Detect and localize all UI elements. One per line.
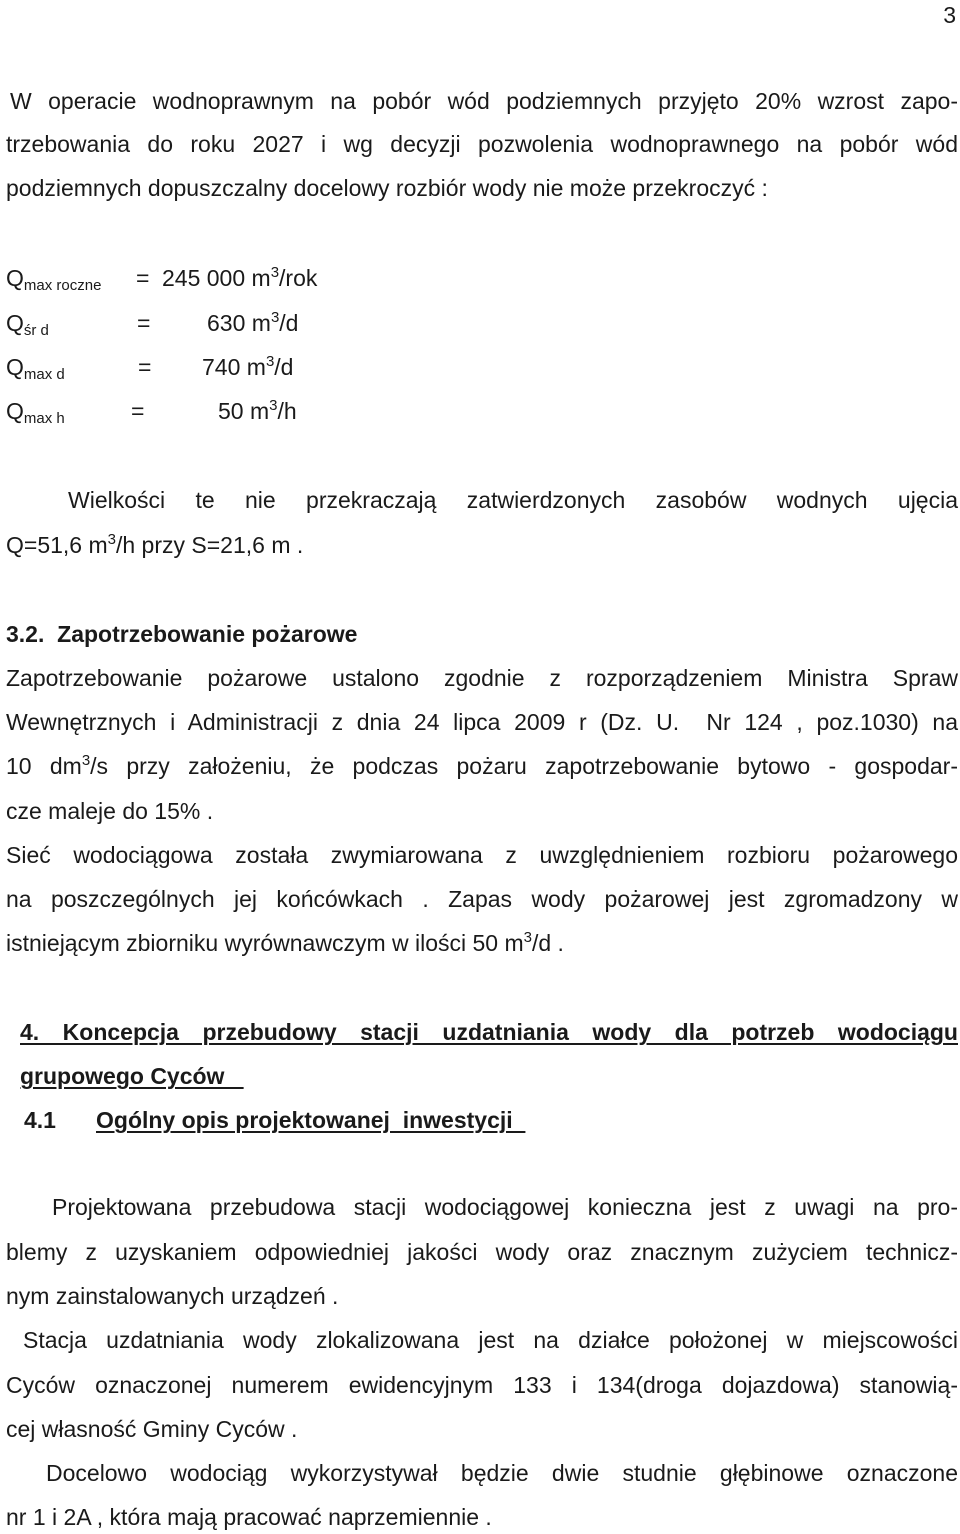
section-3-2-p2-line-3: istniejącym zbiorniku wyrównawczym w ilości 50 $m^3/d$ . [6,929,564,956]
section-3-2-p2-line-1: Sieć wodociągowa została zwymiarowana z uwzględnieniem rozbioru pożarowego [6,842,958,868]
quantity-equals: = [138,354,152,380]
section-4-1-p1-line-1: Projektowana przebudowa stacji wodociągowej konieczna jest z uwagi na pro- [52,1194,958,1220]
intro-line-3: podziemnych dopuszczalny docelowy rozbiór wody nie może przekroczyć : [6,175,768,201]
section-3-2-p1-line-1: Zapotrzebowanie pożarowe ustalono zgodnie z rozporządzeniem Ministra Spraw [6,665,958,691]
section-3-2-p1-line-4: cze maleje do 15% . [6,798,214,824]
section-3-2-p1-line-3: 10 $dm^3/s$ przy założeniu, że podczas pożaru zapotrzebowanie bytowo - gospodar- [6,752,958,779]
quantity-label: $Q_{max d}$ [6,354,65,383]
quantity-value: 740 $m^3/d$ [202,353,294,380]
quantity-label: $Q_{max h}$ [6,398,65,427]
section-4-1-p1-line-3: nym zainstalowanych urządzeń . [6,1283,339,1309]
quantity-equals: = [131,398,145,424]
section-4-heading-line-1: 4. Koncepcja przebudowy stacji uzdatniania wody dla potrzeb wodociągu [20,1019,958,1045]
quantity-value: 630 $m^3/d$ [207,309,299,336]
section-4-1-p3-line-2: nr 1 i 2A , która mają pracować naprzemiennie . [6,1504,492,1530]
quantity-value: 245 000 $m^3$/rok [162,264,318,291]
section-3-2-heading: 3.2. Zapotrzebowanie pożarowe [6,621,358,647]
intro-line-1: W operacie wodnoprawnym na pobór wód podziemnych przyjęto 20% wzrost zapo- [10,88,958,114]
section-4-1-p2-line-3: cej własność Gminy Cyców . [6,1416,298,1442]
resources-line-1: Wielkości te nie przekraczają zatwierdzonych zasobów wodnych ujęcia [68,487,958,513]
intro-line-2: trzebowania do roku 2027 i wg decyzji pozwolenia wodnoprawnego na pobór wód [6,131,958,157]
quantity-equals: = [136,265,150,291]
section-3-2-p2-line-2: na poszczególnych jej końcówkach . Zapas wody pożarowej jest zgromadzony w [6,886,958,912]
section-4-1-number: 4.1 [24,1107,56,1133]
section-4-1-p3-line-1: Docelowo wodociąg wykorzystywał będzie dwie studnie głębinowe oznaczone [46,1460,958,1486]
section-3-2-p1-line-2: Wewnętrznych i Administracji z dnia 24 lipca 2009 r (Dz. U. Nr 124 , poz.1030) na [6,709,958,735]
section-4-1-title: Ogólny opis projektowanej inwestycji [96,1107,526,1133]
section-4-1-p2-line-1: Stacja uzdatniania wody zlokalizowana jest na działce położonej w miejscowości [23,1327,958,1353]
quantity-equals: = [137,310,151,336]
section-4-1-p2-line-2: Cyców oznaczonej numerem ewidencyjnym 133 i 134(droga dojazdowa) stanowią- [6,1372,958,1398]
section-4-1-p1-line-2: blemy z uzyskaniem odpowiedniej jakości wody oraz znacznym zużyciem technicz- [6,1239,958,1265]
quantity-label: $Q_{max roczne}$ [6,265,102,294]
section-4-heading-line-2: grupowego Cyców [20,1063,244,1089]
quantity-label: $Q_{śr d}$ [6,310,49,339]
resources-line-2: Q=51,6 $m^3/h$ przy S=21,6 m . [6,531,304,558]
page-number: 3 [943,2,956,28]
quantity-value: 50 $m^3/h$ [218,397,297,424]
